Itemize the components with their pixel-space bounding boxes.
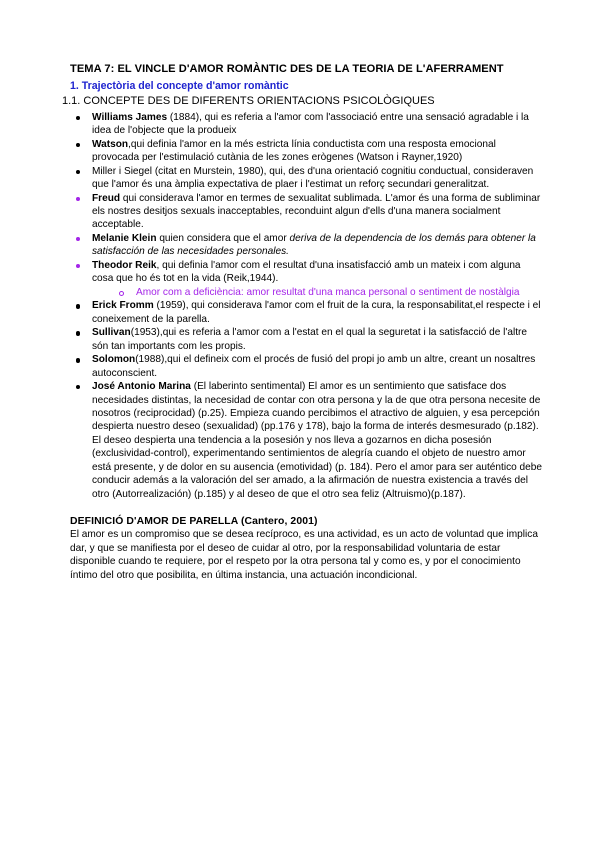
item-text: ,qui definia l'amor en la més estricta línia conductista com una resposta emocional provocada per l'estimulació cutània de les zones erògenes (Watson i Rayner,1920) <box>92 138 496 164</box>
author-name: Theodor Reik <box>92 259 157 271</box>
bullet-point-icon <box>76 304 80 308</box>
hollow-bullet-point-icon <box>119 291 124 296</box>
section-spacer <box>70 501 544 516</box>
bullet-point-icon <box>76 331 80 335</box>
author-name: Solomon <box>92 354 136 366</box>
concept-list <box>70 111 544 502</box>
bullet-point-icon <box>76 264 80 268</box>
bullet-point-icon <box>76 358 80 362</box>
author-name: Williams James <box>92 111 168 123</box>
item-text: (1884), qui es referia a l'amor com l'associació entre una sensació agradable i la idea de l'objecte que la produeix <box>92 111 529 137</box>
list-item-melanie-klein <box>70 232 544 259</box>
list-item-erick-fromm <box>70 299 544 326</box>
list-item-solomon <box>70 353 544 380</box>
author-name: Sullivan <box>92 327 131 339</box>
list-item-jose-antonio-marina <box>70 380 544 501</box>
sub-item-text: Amor com a deficiència: amor resultat d'una manca personal o sentiment de nostàlgia <box>136 286 520 298</box>
sub-list <box>92 286 544 299</box>
list-item-theodor-reik <box>70 259 544 299</box>
item-text: (1959), qui considerava l'amor com el fruit de la cura, la responsabilitat,el respecte i el coneixement de la parella. <box>92 300 541 325</box>
sub-list-item-deficiencia <box>112 286 544 299</box>
item-text: , qui definia l'amor com el resultat d'una insatisfacció amb un mateix i com alguna cosa que ho és tot en la vida (Reik,1944). <box>92 259 521 285</box>
list-item-watson <box>70 138 544 165</box>
list-item-sullivan <box>70 326 544 353</box>
bullet-point-icon <box>76 237 80 241</box>
subsection-heading: 1.1. CONCEPTE DES DE DIFERENTS ORIENTACIONS PSICOLÒGIQUES <box>62 95 435 108</box>
item-text: (El laberinto sentimental) El amor es un sentimiento que satisface dos necesidades distintas, la necesidad de contar con otra persona y la de que otra persona necesite de nosotros (reciprocidad) (p.25). Empieza cuando percibimos el atractivo de alguien, y esa percepción despierta nuestro deseo (sexualidad) (pp.176 y 178), bajo la forma de interés desmesurado (p.182). El deseo despierta una tendencia a la posesión y nos lleva a gozarnos en dicha posesión (exclusividad-control), experimentando sentimientos de alegría cuando el objeto de nuestro amor está presente, y de dolor en su ausencia (emotividad) (p. 184). Pero el amor para ser auténtico debe conducir además a la valoración del ser amado, a la afirmación de nuestra existencia a través del otro (Autorrealización) (p.185) y al deseo de que el otro sea feliz (Altruismo)(p.187). <box>92 381 542 500</box>
bullet-point-icon <box>76 170 80 174</box>
item-text: qui considerava l'amor en termes de sexualitat sublimada. L'amor és una forma de subliminar els nostres desitjos sexuals inacceptables, reconduint algun d'ells d'una manera socialment acceptable. <box>92 192 541 231</box>
author-name: Watson <box>92 138 129 150</box>
author-name: Melanie Klein <box>92 232 157 244</box>
author-name: Freud <box>92 192 121 204</box>
bullet-point-icon <box>76 197 80 201</box>
page-title: TEMA 7: EL VINCLE D'AMOR ROMÀNTIC DES DE LA TEORIA DE L'AFERRAMENT <box>70 63 504 75</box>
author-name: Erick Fromm <box>92 300 154 312</box>
definition-heading: DEFINICIÓ D'AMOR DE PARELLA (Cantero, 2001) <box>70 516 318 528</box>
item-text: Miller i Siegel (citat en Murstein, 1980), qui, des d'una orientació cognitiu conductual, consideraven que l'amor és una àmplia expectativa de plaer i l'estimat un reforç secundari generalitzat. <box>92 165 534 191</box>
bullet-point-icon <box>76 116 80 120</box>
list-item-miller-siegel <box>70 165 544 192</box>
item-text: (1953),qui es referia a l'amor com a l'estat en el qual la seguretat i la satisfacció de l'altre són tan importants com les propis. <box>92 327 527 352</box>
item-text: quien considera que el amor <box>156 232 290 244</box>
section-heading: 1. Trajectòria del concepte d'amor romàntic <box>70 79 289 92</box>
item-text: (1988),qui el defineix com el procés de fusió del propi jo amb un altre, creant un nosaltres autoconscient. <box>92 354 536 379</box>
list-item-williams-james <box>70 111 544 138</box>
definition-body: El amor es un compromiso que se desea recíproco, es una actividad, es un acto de voluntad que implica dar, y que se manifiesta por el deseo de cuidar al otro, por la responsabilidad voluntaria de estar disponible cuando te requiere, por el respeto por la otra persona tal y como es, y por el conocimiento íntimo del otro que posibilita, en última instancia, una actuación incondicional. <box>70 529 538 581</box>
item-text-italic: deriva de la dependencia de los demás para obtener la satisfacción de las necesidades personales. <box>92 232 536 258</box>
bullet-point-icon <box>76 385 80 389</box>
author-name: José Antonio Marina <box>92 381 191 393</box>
list-item-freud <box>70 192 544 232</box>
bullet-point-icon <box>76 143 80 147</box>
